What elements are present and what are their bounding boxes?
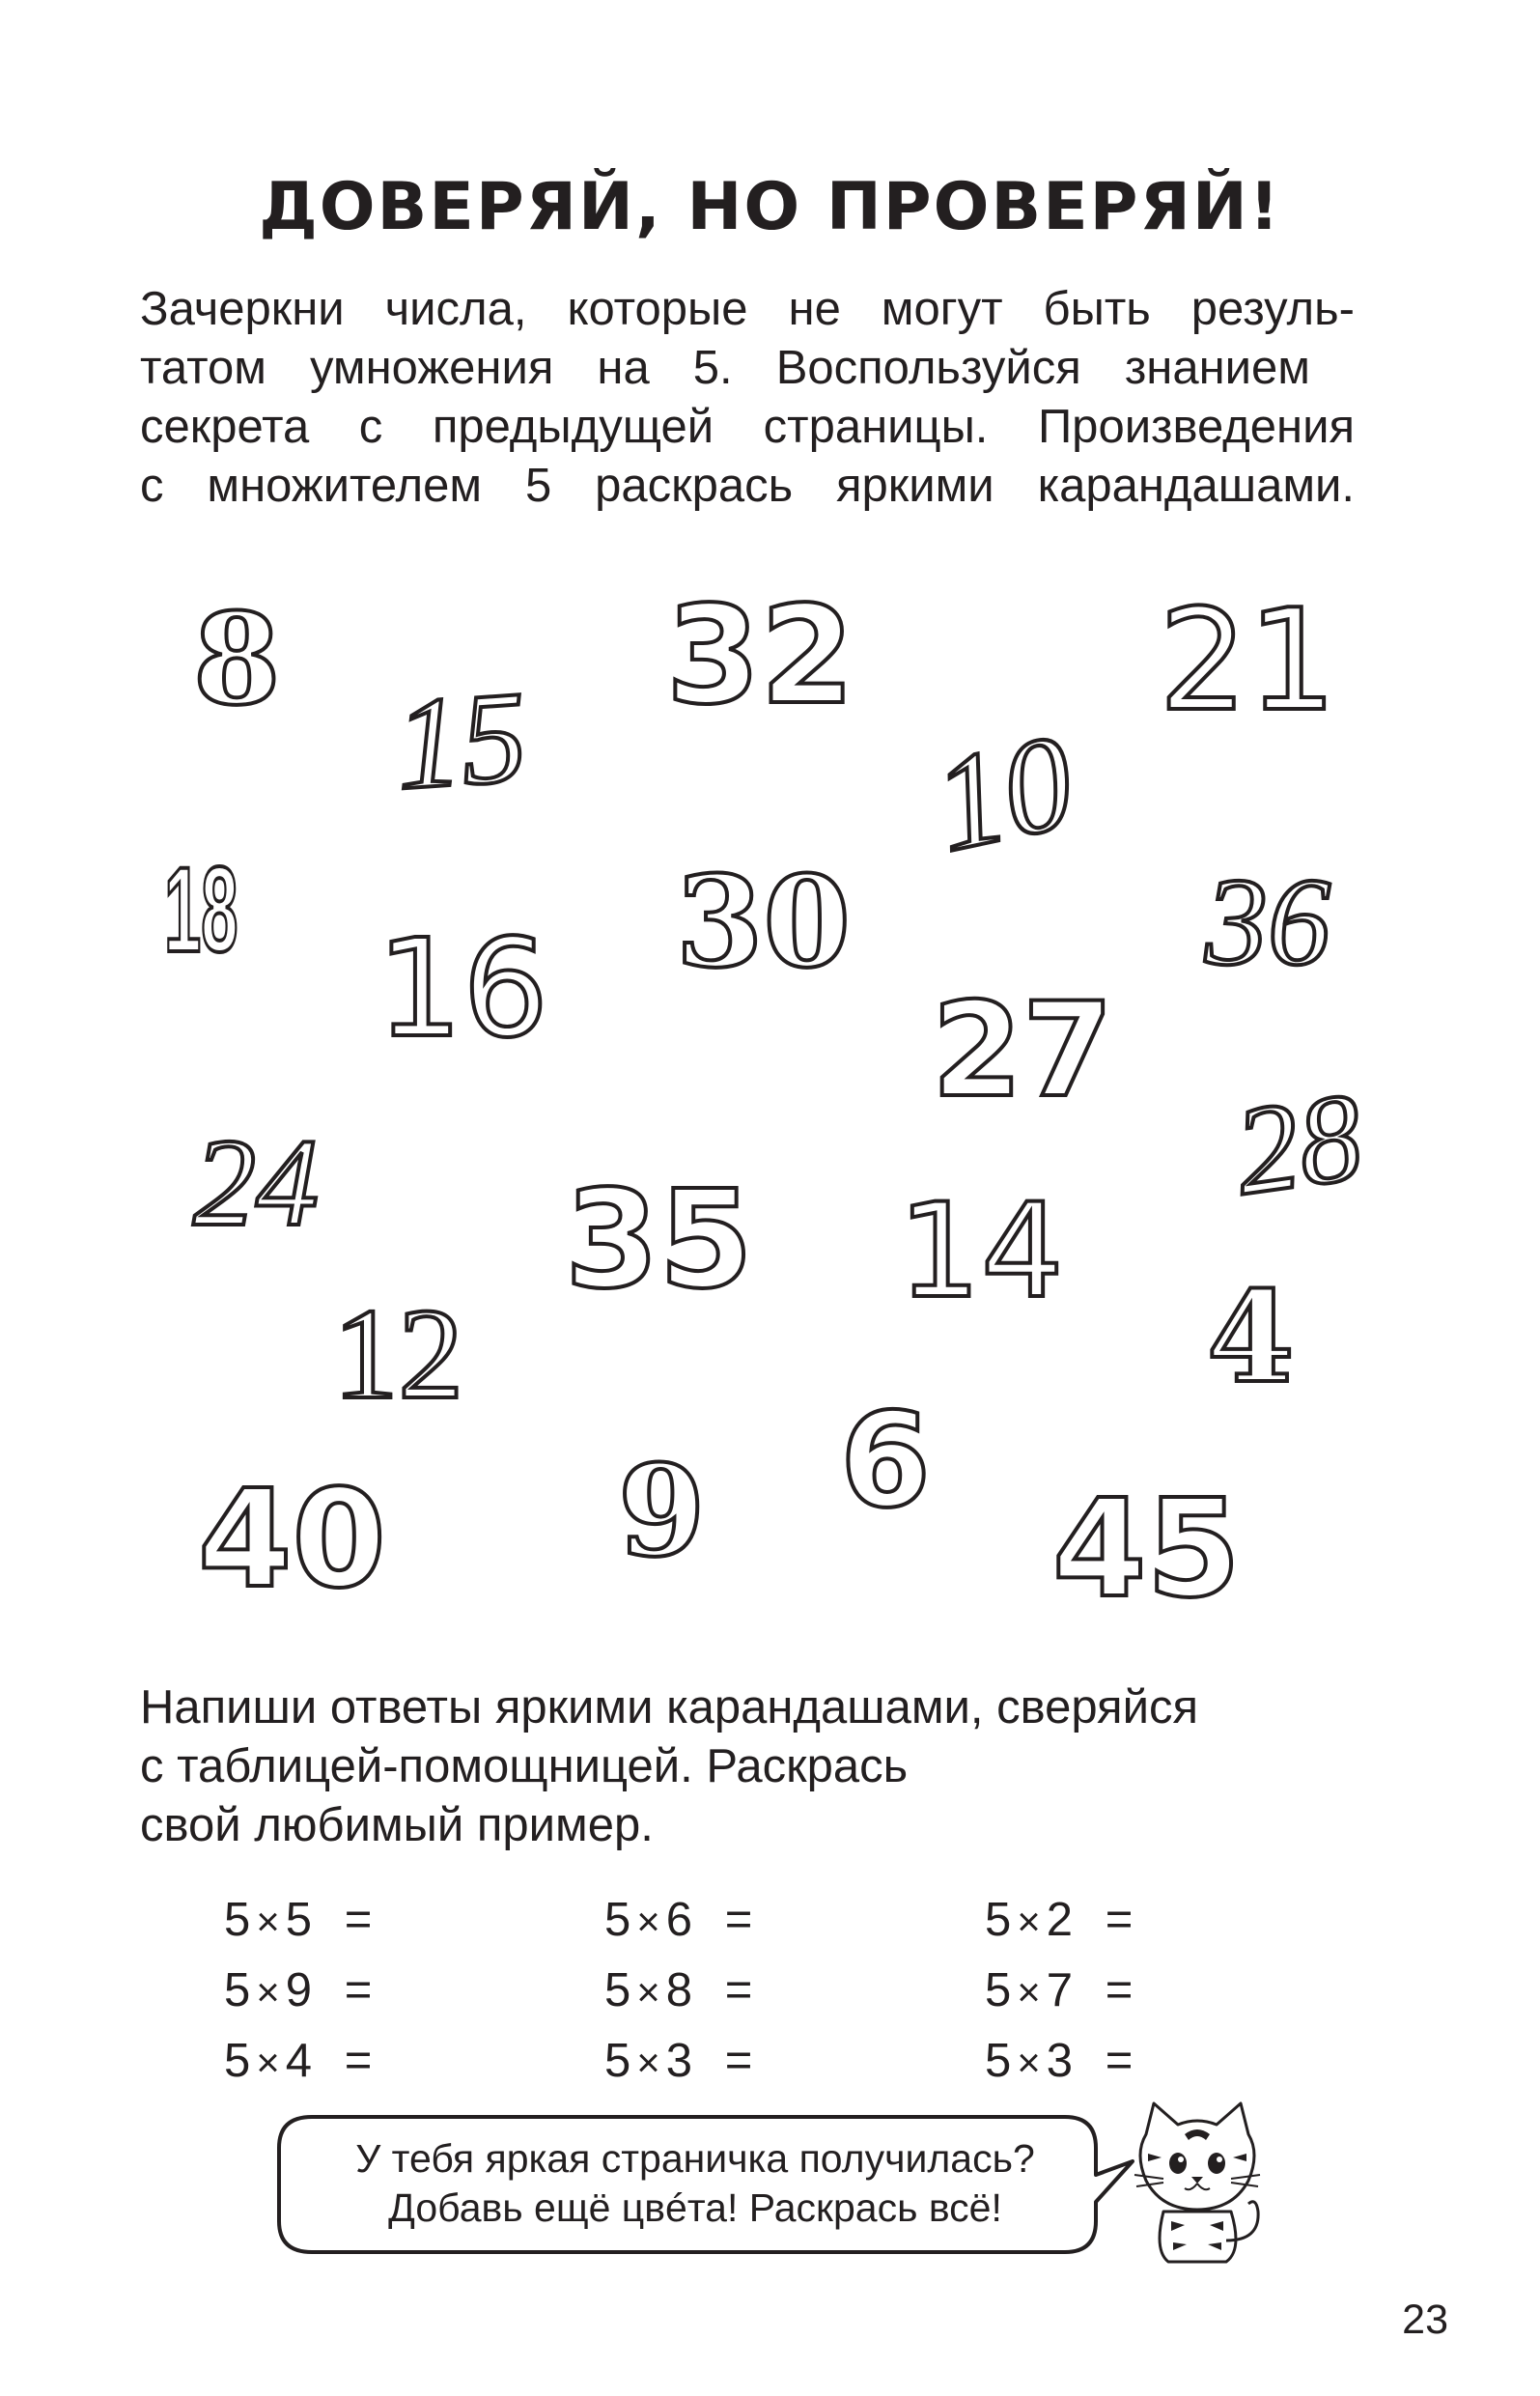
exercise-5x9[interactable]: 5 × 9 = [224,1964,373,2016]
outlined-number[interactable]: 45 [1052,1471,1241,1628]
multiply-sign: × [1017,1969,1041,2015]
outlined-number[interactable]: 15 [390,664,532,818]
instruction-line: секрета с предыдущей страницы. Произведения [140,401,1355,453]
outlined-number[interactable]: 30 [676,848,851,996]
task2-instructions [140,1678,1366,1855]
instruction-line: Зачеркни числа, которые не могут быть резуль- [140,283,1355,335]
outlined-number[interactable]: 35 [565,1162,753,1319]
multiply-sign: × [256,2040,280,2085]
outlined-number[interactable]: 27 [932,974,1113,1126]
exercise-5x8[interactable]: 5 × 8 = [604,1964,753,2016]
instruction-line: Напиши ответы яркими карандашами, сверяйся [140,1681,1198,1734]
outlined-number[interactable]: 12 [333,1283,463,1426]
multiply-sign: × [636,1969,660,2015]
multiply-sign: × [1017,2040,1041,2085]
page-title: ДОВЕРЯЙ, НО ПРОВЕРЯЙ! [259,169,1281,245]
exercise-5x3[interactable]: 5 × 3 = [604,2035,753,2087]
exercise-5x5[interactable]: 5 × 5 = [224,1894,373,1946]
instruction-line: с таблицей-помощницей. Раскрась [140,1740,909,1792]
outlined-number[interactable]: 36 [1205,853,1330,992]
outlined-number[interactable]: 16 [377,911,549,1068]
outlined-number[interactable]: 40 [198,1461,386,1619]
bubble-line: Добавь ещё цвéта! Раскрась всё! [388,2185,1002,2230]
exercise-5x6[interactable]: 5 × 6 = [604,1894,753,1946]
instruction-line: татом умножения на 5. Воспользуйся знанием [140,342,1310,394]
outlined-number[interactable]: 28 [1226,1066,1371,1223]
instruction-line: свой любимый пример. [140,1799,654,1851]
outlined-number[interactable]: 10 [922,706,1086,881]
exercise-5x7[interactable]: 5 × 7 = [985,1964,1134,2016]
kitten-illustration [1125,2096,1270,2269]
outlined-number[interactable]: 24 [193,1113,319,1253]
multiply-sign: × [256,1899,280,1944]
outlined-number[interactable]: 9 [618,1437,706,1585]
exercise-5x2[interactable]: 5 × 2 = [985,1894,1134,1946]
exercise-5x3-b[interactable]: 5 × 3 = [985,2035,1134,2087]
exercise-5x4[interactable]: 5 × 4 = [224,2035,373,2087]
outlined-number[interactable]: 4 [1207,1263,1295,1411]
multiply-sign: × [1017,1899,1041,1944]
outlined-number[interactable]: 32 [666,578,854,735]
page-number: 23 [1402,2297,1448,2343]
outlined-number[interactable]: 6 [840,1385,931,1536]
outlined-number[interactable]: 21 [1159,579,1337,743]
outlined-number[interactable]: 8 [193,585,281,733]
bubble-line: У тебя яркая страничка получилась? [355,2136,1035,2181]
multiply-sign: × [256,1969,280,2015]
outlined-number[interactable]: 14 [898,1175,1064,1327]
multiply-sign: × [636,2040,660,2085]
instruction-line: с множителем 5 раскрась яркими карандашами. [140,460,1355,512]
multiply-sign: × [636,1899,660,1944]
bubble-text [319,2134,1072,2233]
outlined-number[interactable]: 18 [164,843,238,977]
